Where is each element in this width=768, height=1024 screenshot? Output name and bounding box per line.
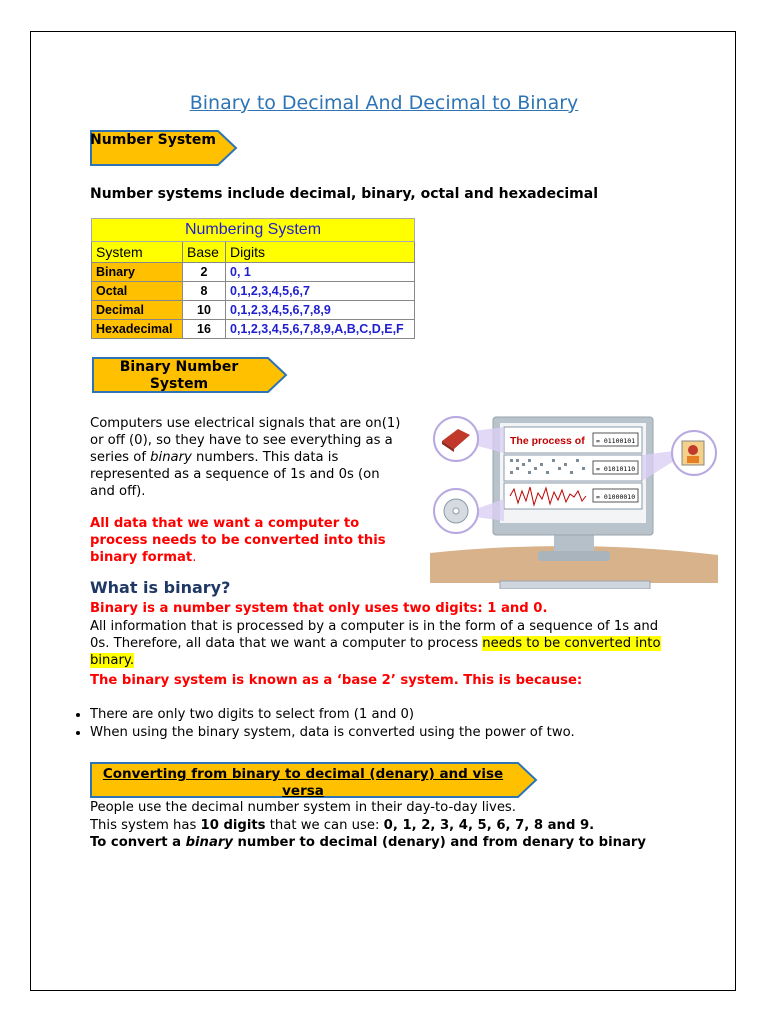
decimal-line-3-end: number to decimal (denary) and from denary to binary <box>232 835 647 850</box>
table-cell-base: 10 <box>183 301 226 320</box>
table-row <box>92 301 415 320</box>
table-cell-digits: 0,1,2,3,4,5,6,7 <box>226 282 415 301</box>
binary-emphasis: binary <box>150 450 192 465</box>
computers-text: Computers use electrical signals that are on(1) or off (0), so they have to see everything as a series of <box>90 416 401 465</box>
decimal-line-1: People use the decimal number system in their day-to-day lives. <box>90 800 516 815</box>
list-item: • There are only two digits to select from (1 and 0) <box>90 706 575 724</box>
binary-definition: Binary is a number system that only uses two digits: 1 and 0. <box>90 601 548 616</box>
binary-info-paragraph <box>90 618 670 669</box>
table-header-system: System <box>92 242 183 263</box>
table-cell-system: Binary <box>92 263 183 282</box>
page-title: Binary to Decimal And Decimal to Binary <box>189 92 579 114</box>
decimal-line-2-mid: that we can use: <box>265 817 384 833</box>
binary-emphasis-2: binary <box>185 835 233 850</box>
decimal-line-2 <box>90 817 710 835</box>
table-row <box>92 282 415 301</box>
binary-code-1: = 01100101 <box>596 437 636 445</box>
number-system-tag <box>90 130 238 166</box>
table-row <box>92 263 415 282</box>
table-cell-base: 2 <box>183 263 226 282</box>
table-cell-system: Octal <box>92 282 183 301</box>
decimal-line-2-text: This system has <box>90 817 201 833</box>
table-cell-digits: 0, 1 <box>226 263 415 282</box>
table-caption: Numbering System <box>92 219 415 242</box>
decimal-paragraph <box>90 799 710 852</box>
numbering-system-table <box>91 218 415 339</box>
table-header-base: Base <box>183 242 226 263</box>
what-is-binary-heading: What is binary? <box>90 578 231 597</box>
table-cell-system: Hexadecimal <box>92 320 183 339</box>
computer-illustration <box>430 413 718 589</box>
red-statement-end: . <box>192 550 197 565</box>
list-item: • When using the binary system, data is converted using the power of two. <box>90 724 575 742</box>
digit-list: 0, 1, 2, 3, 4, 5, 6, 7, 8 and 9. <box>383 817 595 833</box>
base-2-bullets <box>60 706 575 742</box>
table-cell-digits: 0,1,2,3,4,5,6,7,8,9,A,B,C,D,E,F <box>226 320 415 339</box>
ten-digits: 10 digits <box>200 817 266 833</box>
converting-tag <box>90 762 538 798</box>
table-cell-system: Decimal <box>92 301 183 320</box>
screen-text: The process of <box>510 435 585 447</box>
base-2-statement: The binary system is known as a ‘base 2’ system. This is because: <box>90 673 583 688</box>
table-cell-base: 8 <box>183 282 226 301</box>
decimal-line-3 <box>90 834 710 852</box>
binary-info-text: All information that is processed by a computer is in the form of a sequence of 1s and 0s. Therefore, all data that we want a computer to process <box>90 619 659 651</box>
computers-paragraph <box>90 415 408 500</box>
table-row <box>92 320 415 339</box>
table-header-digits: Digits <box>226 242 415 263</box>
binary-code-2: = 01010110 <box>596 465 636 473</box>
intro-text: Number systems include decimal, binary, octal and hexadecimal <box>90 186 598 202</box>
binary-number-system-tag-label: Binary Number System <box>119 359 239 392</box>
decimal-line-3-start: To convert a <box>90 835 186 850</box>
binary-number-system-tag <box>92 357 288 393</box>
number-system-tag-label: Number System <box>90 132 216 148</box>
binary-info-highlight: needs to be converted into binary. <box>90 636 661 668</box>
converting-tag-label: Converting from binary to decimal (denary) and vise versa <box>102 766 504 798</box>
table-cell-base: 16 <box>183 320 226 339</box>
table-cell-digits: 0,1,2,3,4,5,6,7,8,9 <box>226 301 415 320</box>
red-statement: All data that we want a computer to process needs to be converted into this binary format <box>90 516 386 565</box>
binary-code-3: = 01000010 <box>596 493 636 501</box>
computers-red-paragraph <box>90 515 408 566</box>
computers-text-end: numbers. This data is represented as a sequence of 1s and 0s (on and off). <box>90 450 380 499</box>
